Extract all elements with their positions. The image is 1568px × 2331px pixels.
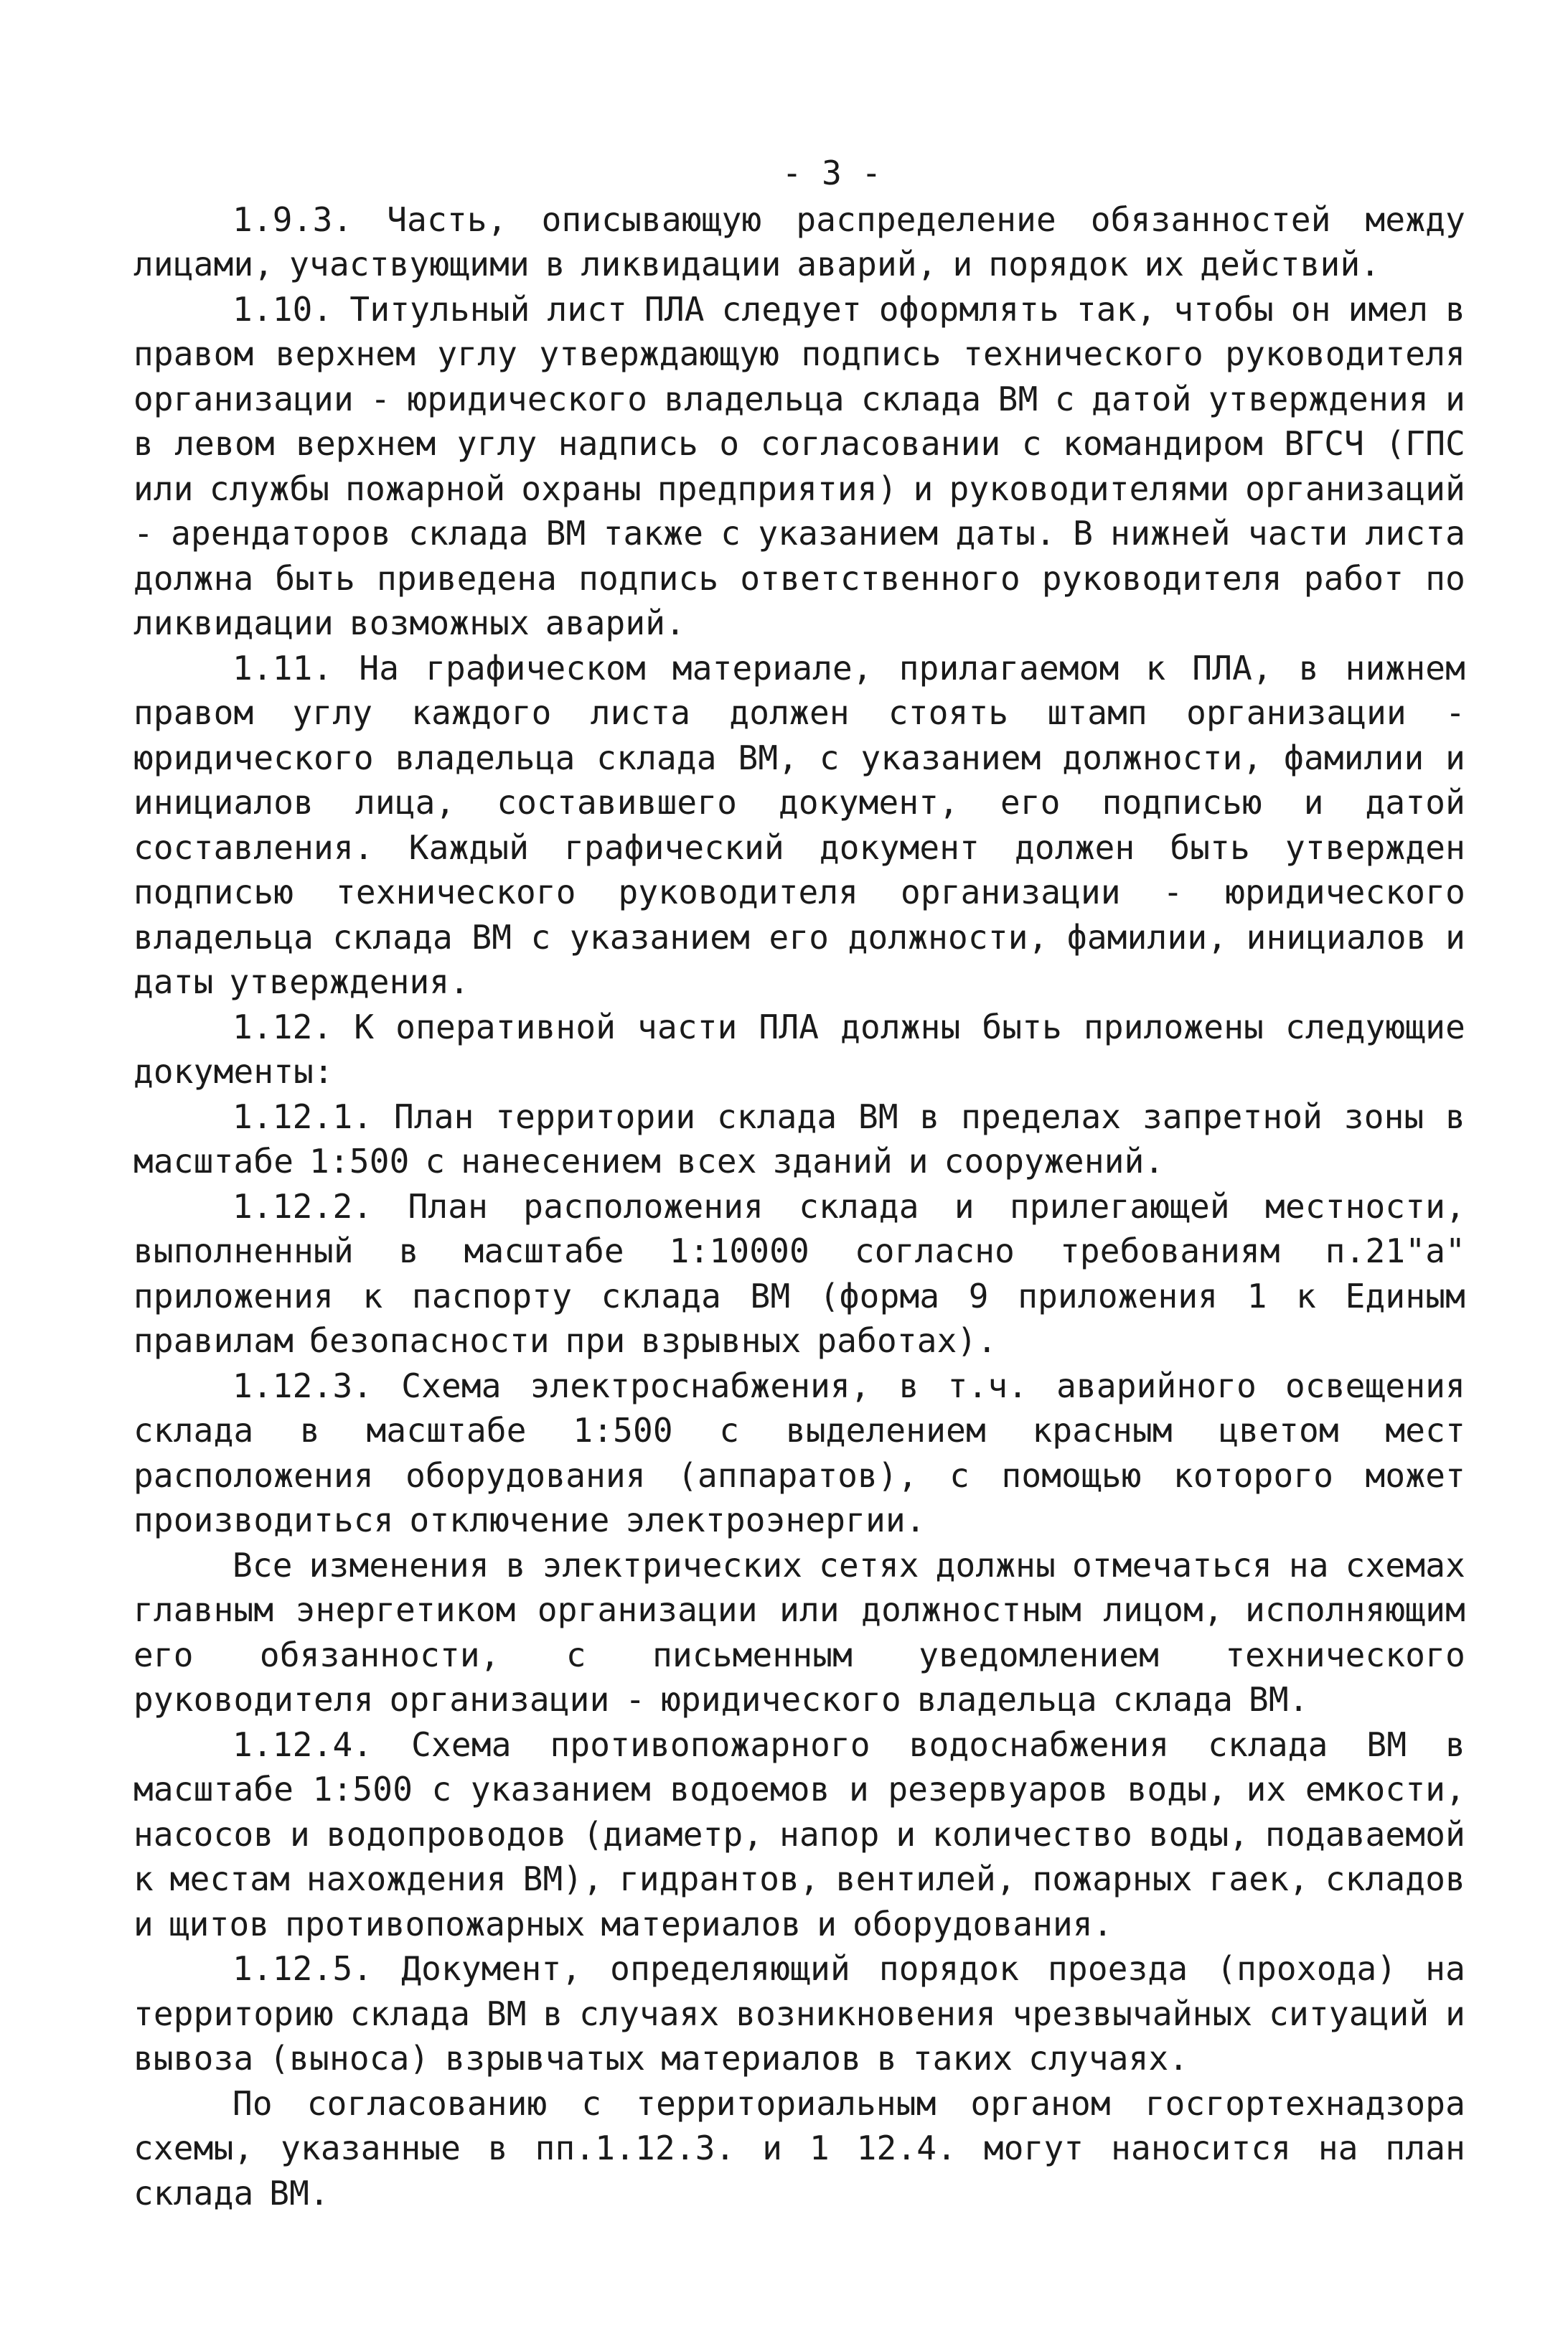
paragraph-1-12: 1.12. К оперативной части ПЛА должны быть приложены следующие документы: — [133, 1007, 1465, 1091]
paragraph-agreement-note: По согласованию с территориальным органом госгортехнадзора схемы, указанные в пп.1.12.3. и 1 12.4. могут наносится на план склада ВМ. — [133, 2083, 1465, 2213]
paragraph-1-11: 1.11. На графическом материале, прилагаемом к ПЛА, в нижнем правом углу каждого листа должен стоять штамп организации - юридического владельца склада ВМ, с указанием должности, фамилии и инициалов лица, составившего документ, его подписью и датой составления. Каждый графический документ должен быть утвержден подписью технического руководителя организации - юридического владельца склада ВМ с указанием его должности, фамилии, инициалов и даты утверждения. — [133, 648, 1465, 1001]
paragraph-1-9-3: 1.9.3. Часть, описывающую распределение обязанностей между лицами, участвующими в ликвидации аварий, и порядок их действий. — [133, 200, 1465, 283]
page-number: - 3 - — [781, 154, 882, 192]
paragraph-1-12-4: 1.12.4. Схема противопожарного водоснабжения склада ВМ в масштабе 1:500 с указанием водоемов и резервуаров воды, их емкости, насосов и водопроводов (диаметр, напор и количество воды, подаваемой к местам нахождения ВМ), гидрантов, вентилей, пожарных гаек, складов и щитов противопожарных материалов и оборудования. — [133, 1725, 1465, 1943]
paragraph-1-10: 1.10. Титульный лист ПЛА следует оформлять так, чтобы он имел в правом верхнем углу утверждающую подпись технического руководителя организации - юридического владельца склада ВМ с датой утверждения и в левом верхнем углу надпись о согласовании с командиром ВГСЧ (ГПС или службы пожарной охраны предприятия) и руководителями организаций - арендаторов склада ВМ также с указанием даты. В нижней части листа должна быть приведена подпись ответственного руководителя работ по ликвидации возможных аварий. — [133, 289, 1465, 642]
document-page — [133, 151, 1465, 2215]
paragraph-electrical-changes: Все изменения в электрических сетях должны отмечаться на схемах главным энергетиком организации или должностным лицом, исполняющим его обязанности, с письменным уведомлением технического руководителя организации - юридического владельца склада ВМ. — [133, 1545, 1465, 1719]
paragraph-1-12-2: 1.12.2. План расположения склада и прилегающей местности, выполненный в масштабе 1:10000 согласно требованиям п.21"а" приложения к паспорту склада ВМ (форма 9 приложения 1 к Единым правилам безопасности при взрывных работах). — [133, 1186, 1465, 1360]
paragraph-1-12-3: 1.12.3. Схема электроснабжения, в т.ч. аварийного освещения склада в масштабе 1:500 с выделением красным цветом мест расположения оборудования (аппаратов), с помощью которого может производиться отключение электроэнергии. — [133, 1366, 1465, 1539]
paragraph-1-12-1: 1.12.1. План территории склада ВМ в пределах запретной зоны в масштабе 1:500 с нанесением всех зданий и сооружений. — [133, 1097, 1465, 1181]
paragraph-1-12-5: 1.12.5. Документ, определяющий порядок проезда (прохода) на территорию склада ВМ в случаях возникновения чрезвычайных ситуаций и вывоза (выноса) взрывчатых материалов в таких случаях. — [133, 1949, 1465, 2078]
